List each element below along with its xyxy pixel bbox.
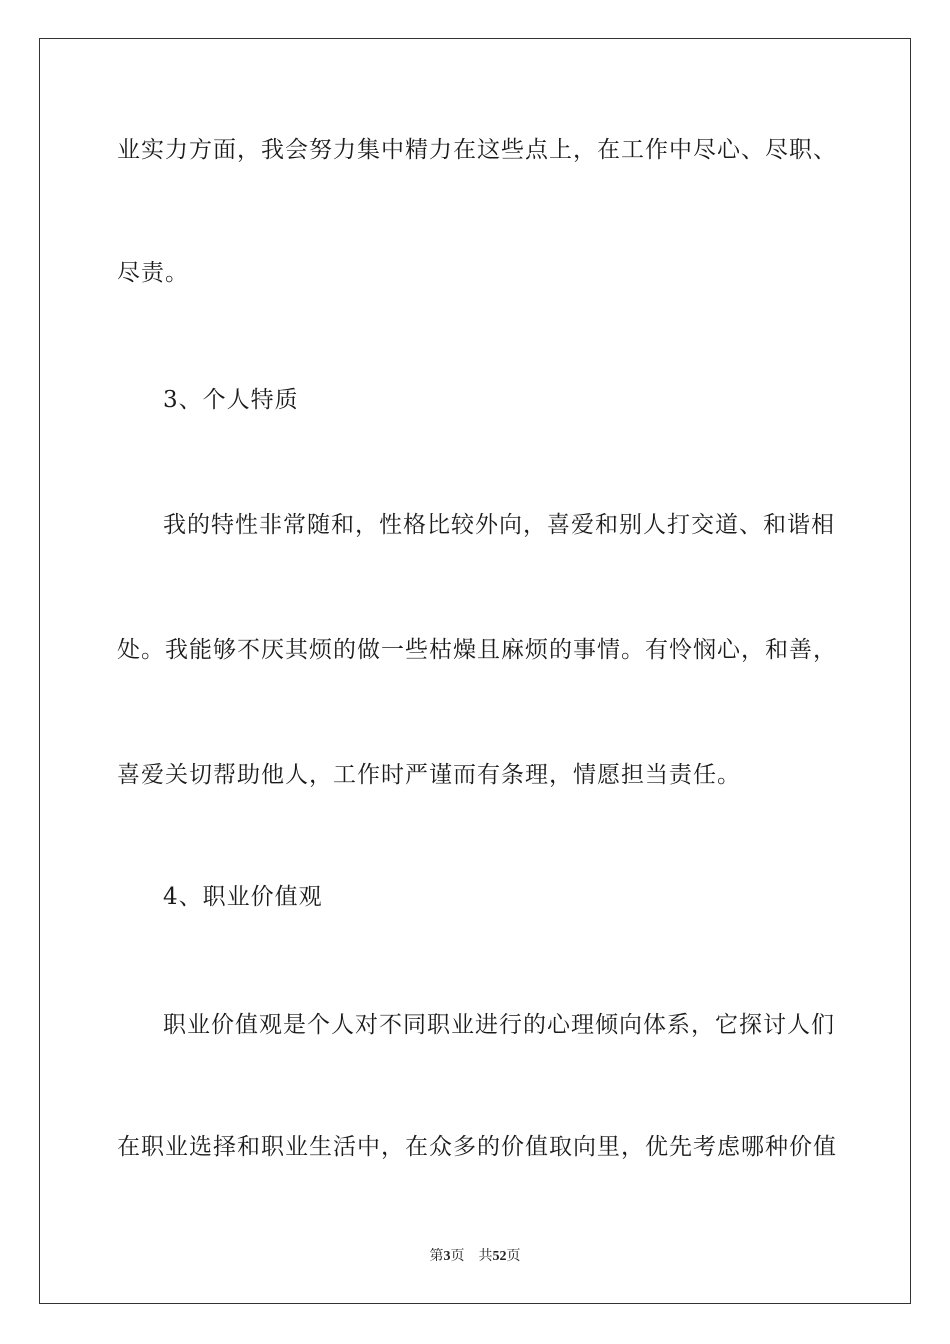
body-line-5: 喜爱关切帮助他人，工作时严谨而有条理，情愿担当责任。 bbox=[117, 762, 741, 788]
body-line-6: 职业价值观是个人对不同职业进行的心理倾向体系，它探讨人们 bbox=[163, 1012, 835, 1038]
page-suffix: 页 bbox=[450, 1249, 465, 1264]
page-border bbox=[39, 38, 911, 1304]
section-heading-career-values: 4、职业价值观 bbox=[163, 884, 323, 910]
page-prefix: 第 bbox=[429, 1249, 444, 1264]
body-line-3: 我的特性非常随和，性格比较外向，喜爱和别人打交道、和谐相 bbox=[163, 512, 835, 538]
total-suffix: 页 bbox=[506, 1249, 521, 1264]
page-number: 3 bbox=[443, 1249, 451, 1264]
page-footer bbox=[0, 1248, 950, 1266]
total-pages: 52 bbox=[492, 1249, 507, 1264]
body-line-4: 处。我能够不厌其烦的做一些枯燥且麻烦的事情。有怜悯心，和善， bbox=[117, 637, 837, 663]
body-line-7: 在职业选择和职业生活中，在众多的价值取向里，优先考虑哪种价值 bbox=[117, 1134, 837, 1160]
section-heading-personal-traits: 3、个人特质 bbox=[163, 387, 299, 413]
body-line-2: 尽责。 bbox=[117, 260, 189, 286]
total-prefix: 共 bbox=[478, 1249, 493, 1264]
body-line-1: 业实力方面，我会努力集中精力在这些点上，在工作中尽心、尽职、 bbox=[117, 137, 837, 163]
